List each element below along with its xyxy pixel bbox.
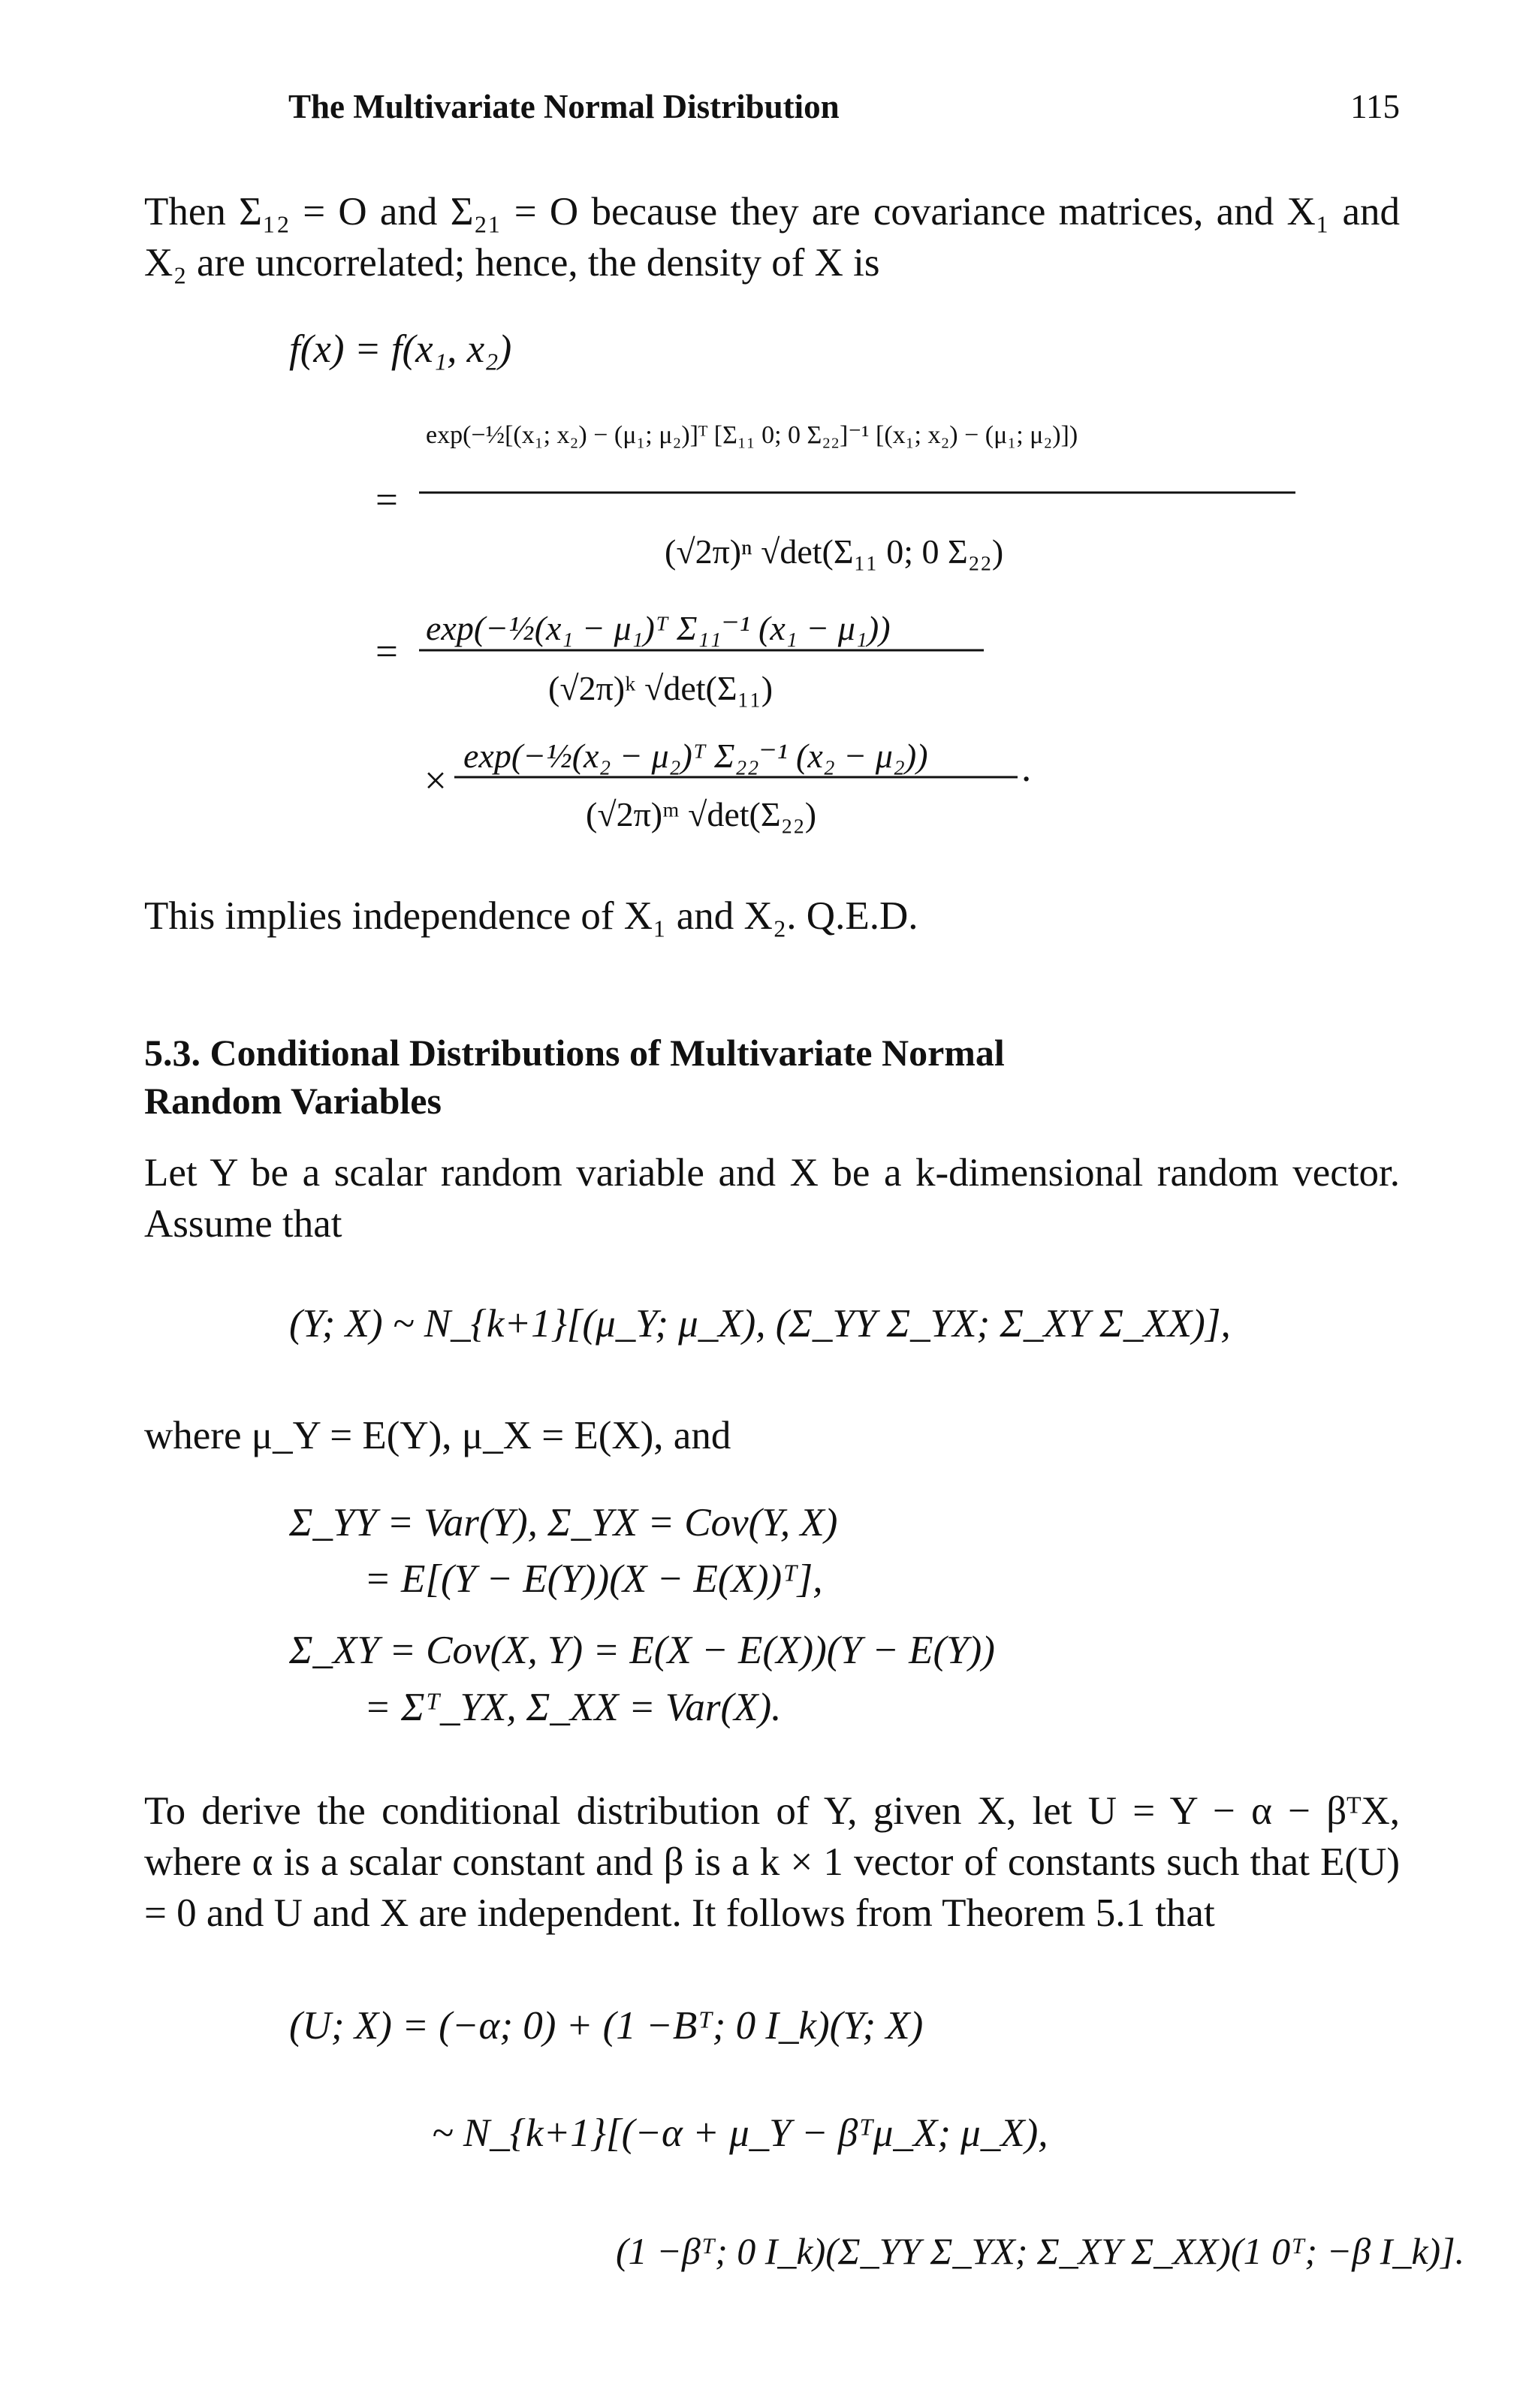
eq-ux-line3: (1 −βᵀ; 0 I_k)(Σ_YY Σ_YX; Σ_XY Σ_XX)(1 0ᵀ; −β I_k)]. bbox=[616, 2230, 1465, 2272]
eq-density-num2: exp(−½(x₁ − μ₁)ᵀ Σ₁₁⁻¹ (x₁ − μ₁)) bbox=[426, 609, 891, 647]
running-header bbox=[144, 87, 1400, 132]
page-number: 115 bbox=[1350, 88, 1400, 125]
equation-covariances bbox=[0, 1498, 1538, 1746]
equation-ux bbox=[0, 1967, 1538, 2305]
eq-cov-line4: = Σᵀ_YX, Σ_XX = Var(X). bbox=[364, 1686, 782, 1729]
eq-density-den1: (√2π)ⁿ √det(Σ₁₁ 0; 0 Σ₂₂) bbox=[665, 532, 1004, 571]
section-heading-line2: Random Variables bbox=[144, 1080, 442, 1122]
eq-ux-line2: ~ N_{k+1}[(−α + μ_Y − βᵀμ_X; μ_X), bbox=[432, 2111, 1048, 2155]
equation-density bbox=[0, 315, 1538, 856]
paragraph-intro bbox=[144, 186, 1400, 288]
eq-ux-line1: (U; X) = (−α; 0) + (1 −Bᵀ; 0 I_k)(Y; X) bbox=[289, 2004, 924, 2048]
svg-text:×: × bbox=[424, 759, 447, 803]
section-heading-line1: 5.3. Conditional Distributions of Multivariate Normal bbox=[144, 1032, 1005, 1074]
svg-text:.: . bbox=[1021, 746, 1032, 790]
paragraph-intro-text: Then Σ₁₂ = O and Σ₂₁ = O because they are covariance matrices, and X₁ and X₂ are uncorrelated; hence, the density of X is bbox=[144, 190, 1400, 285]
paragraph-where-text: where μ_Y = E(Y), μ_X = E(X), and bbox=[144, 1414, 731, 1457]
eq-joint: (Y; X) ~ N_{k+1}[(μ_Y; μ_X), (Σ_YY Σ_YX; Σ_XY Σ_XX)], bbox=[289, 1302, 1231, 1346]
eq-density-num3: exp(−½(x₂ − μ₂)ᵀ Σ₂₂⁻¹ (x₂ − μ₂)) bbox=[463, 737, 928, 775]
paragraph-derive bbox=[144, 1786, 1400, 1939]
paragraph-where bbox=[144, 1410, 1400, 1461]
eq-density-den3: (√2π)ᵐ √det(Σ₂₂) bbox=[586, 795, 817, 833]
eq-cov-line3: Σ_XY = Cov(X, Y) = E(X − E(X))(Y − E(Y)) bbox=[289, 1629, 995, 1672]
eq-density-den2: (√2π)ᵏ √det(Σ₁₁) bbox=[548, 669, 774, 707]
equation-joint bbox=[0, 1269, 1538, 1389]
paragraph-conclusion bbox=[144, 891, 1400, 942]
paragraph-setup-text: Let Y be a scalar random variable and X be a k-dimensional random vector. Assume that bbox=[144, 1151, 1400, 1246]
section-heading bbox=[144, 1029, 1400, 1125]
paragraph-conclusion-text: This implies independence of X₁ and X₂. Q.E.D. bbox=[144, 894, 918, 938]
eq-density-lhs: f(x) = f(x₁, x₂) bbox=[289, 327, 512, 371]
eq-cov-line2: = E[(Y − E(Y))(X − E(X))ᵀ], bbox=[364, 1557, 823, 1601]
header-title: The Multivariate Normal Distribution bbox=[288, 88, 840, 125]
paragraph-setup bbox=[144, 1147, 1400, 1249]
svg-text:=: = bbox=[375, 478, 398, 522]
svg-text:=: = bbox=[375, 630, 398, 674]
paragraph-derive-text: To derive the conditional distribution of Y, given X, let U = Y − α − βᵀX, where α is a scalar constant and β is a k × 1 vector of constants such that E(U) = 0 and U and X are independent. It follows from Theorem 5.1 that bbox=[144, 1789, 1400, 1935]
eq-cov-line1: Σ_YY = Var(Y), Σ_YX = Cov(Y, X) bbox=[289, 1501, 838, 1545]
eq-density-num1: exp(−½[(x₁; x₂) − (μ₁; μ₂)]ᵀ [Σ₁₁ 0; 0 Σ₂₂]⁻¹ [(x₁; x₂) − (μ₁; μ₂)]) bbox=[426, 421, 1078, 449]
